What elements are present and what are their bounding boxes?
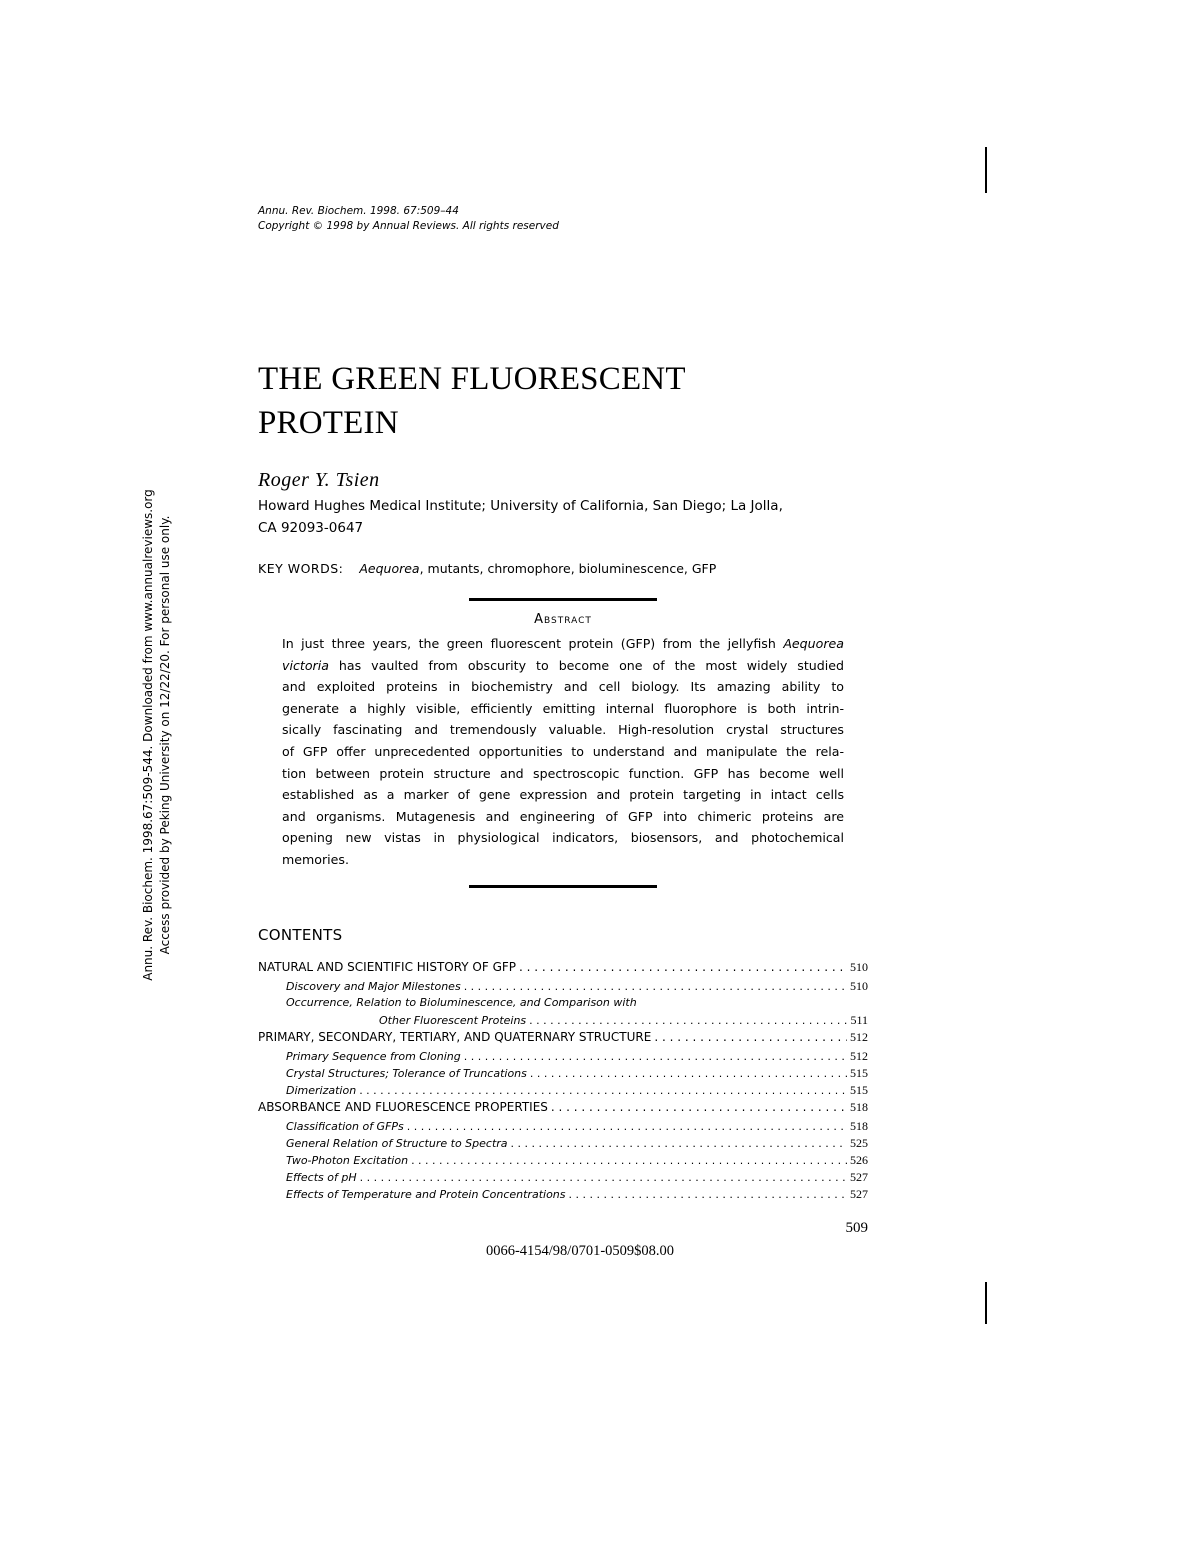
toc-entry-page: 515	[850, 1083, 868, 1097]
toc-entry-page: 527	[850, 1187, 868, 1201]
keywords	[258, 561, 716, 576]
toc-entry-label: Classification of GFPs	[286, 1120, 404, 1133]
article-title	[258, 357, 878, 445]
toc-entry-page: 526	[850, 1153, 868, 1167]
affiliation-line-1: Howard Hughes Medical Institute; University of California, San Diego; La Jolla,	[258, 498, 783, 514]
toc-entry-label: Effects of Temperature and Protein Concentrations	[286, 1188, 566, 1201]
author-affiliation	[258, 495, 878, 539]
abstract-line: opening new vistas in physiological indicators, biosensors, and photochemical	[282, 830, 844, 846]
toc-entry-page: 527	[850, 1170, 868, 1184]
download-note-line-2: Access provided by Peking University on 12/22/20. For personal use only.	[158, 515, 172, 955]
toc-leader-dots	[464, 1050, 847, 1063]
toc-entry-page: 510	[850, 960, 868, 974]
abstract-line	[282, 633, 844, 655]
toc-entry-label: Discovery and Major Milestones	[286, 980, 461, 993]
toc-entry-page: 518	[850, 1100, 868, 1114]
toc-entry-page: 511	[850, 1013, 868, 1027]
toc-entry[interactable]	[258, 960, 868, 979]
affiliation-line-2: CA 92093-0647	[258, 520, 364, 536]
crop-mark-top	[985, 147, 987, 193]
article-title-line-2: PROTEIN	[258, 405, 399, 441]
toc-entry[interactable]	[258, 1187, 868, 1204]
toc-leader-dots	[511, 1137, 847, 1150]
keywords-label: KEY WORDS:	[258, 561, 344, 576]
toc-entry-label: Two-Photon Excitation	[286, 1154, 409, 1167]
issn-price-code: 0066-4154/98/0701-0509$08.00	[485, 1243, 675, 1259]
toc-leader-dots	[360, 1171, 847, 1184]
journal-copyright: Copyright © 1998 by Annual Reviews. All rights reserved	[258, 220, 559, 232]
abstract-line	[282, 655, 844, 677]
toc-entry-page: 512	[850, 1030, 868, 1044]
toc-entry-page: 515	[850, 1066, 868, 1080]
toc-entry-label: Other Fluorescent Proteins	[379, 1014, 527, 1027]
abstract-line: and organisms. Mutagenesis and engineering of GFP into chimeric proteins are	[282, 808, 844, 824]
toc-leader-dots	[654, 1030, 847, 1044]
toc-leader-dots	[411, 1154, 847, 1167]
abstract-bottom-rule	[469, 885, 657, 888]
toc-entry-label: Occurrence, Relation to Bioluminescence, and Comparison with	[286, 996, 637, 1009]
toc-entry[interactable]	[258, 1153, 868, 1170]
toc-entry-page: 525	[850, 1136, 868, 1150]
toc-entry[interactable]	[258, 979, 868, 996]
toc-entry[interactable]	[258, 1170, 868, 1187]
toc-leader-dots	[551, 1100, 847, 1114]
table-of-contents	[258, 960, 868, 1204]
abstract-text: In just three years, the green fluorescent protein (GFP) from the jellyfish	[282, 636, 784, 651]
toc-leader-dots	[359, 1084, 847, 1097]
abstract-text: has vaulted from obscurity to become one of the most widely studied	[328, 657, 844, 673]
toc-entry-label: Effects of pH	[286, 1171, 357, 1184]
toc-entry[interactable]	[258, 1100, 868, 1119]
toc-entry[interactable]	[258, 1013, 868, 1030]
abstract-line: and exploited proteins in biochemistry and cell biology. Its amazing ability to	[282, 679, 844, 695]
page-number: 509	[845, 1220, 868, 1236]
journal-header	[258, 204, 559, 234]
abstract-top-rule	[469, 598, 657, 601]
toc-entry[interactable]	[258, 1119, 868, 1136]
toc-entry-page: 512	[850, 1049, 868, 1063]
crop-mark-bottom	[985, 1282, 987, 1324]
toc-entry-label: ABSORBANCE AND FLUORESCENCE PROPERTIES	[258, 1100, 548, 1114]
toc-entry-label: General Relation of Structure to Spectra	[286, 1137, 508, 1150]
toc-entry-label: Primary Sequence from Cloning	[286, 1050, 461, 1063]
contents-heading: CONTENTS	[258, 926, 343, 944]
abstract-line: of GFP offer unprecedented opportunities to understand and manipulate the rela-	[282, 743, 844, 759]
toc-entry-label: Crystal Structures; Tolerance of Truncations	[286, 1067, 527, 1080]
toc-leader-dots	[407, 1120, 847, 1133]
abstract-line: established as a marker of gene expression and protein targeting in intact cells	[282, 787, 844, 803]
abstract-heading: Abstract	[534, 612, 592, 627]
toc-entry[interactable]	[258, 1066, 868, 1083]
toc-entry[interactable]	[258, 1030, 868, 1049]
download-access-note	[140, 470, 174, 1000]
toc-leader-dots	[529, 1014, 847, 1027]
toc-leader-dots	[464, 980, 847, 993]
toc-entry[interactable]	[258, 996, 868, 1013]
abstract-body	[282, 633, 844, 871]
download-note-line-1: Annu. Rev. Biochem. 1998.67:509-544. Downloaded from www.annualreviews.org	[141, 489, 155, 981]
abstract-italic-species: victoria	[282, 657, 329, 673]
abstract-line: tion between protein structure and spectroscopic function. GFP has become well	[282, 765, 844, 781]
abstract-line: memories.	[282, 851, 349, 867]
toc-entry-page: 518	[850, 1119, 868, 1133]
toc-leader-dots	[569, 1188, 847, 1201]
abstract-italic-genus: Aequorea	[783, 636, 844, 651]
keywords-list: , mutants, chromophore, bioluminescence, GFP	[419, 561, 717, 576]
toc-leader-dots	[530, 1067, 847, 1080]
abstract-line: sically fascinating and tremendously valuable. High-resolution crystal structures	[282, 722, 844, 738]
toc-entry-label: PRIMARY, SECONDARY, TERTIARY, AND QUATERNARY STRUCTURE	[258, 1030, 652, 1044]
toc-entry[interactable]	[258, 1049, 868, 1066]
toc-entry[interactable]	[258, 1083, 868, 1100]
toc-entry[interactable]	[258, 1136, 868, 1153]
toc-leader-dots	[519, 960, 847, 974]
abstract-line: generate a highly visible, efficiently emitting internal fluorophore is both intrin-	[282, 700, 844, 716]
toc-entry-page: 510	[850, 979, 868, 993]
author-name: Roger Y. Tsien	[258, 469, 380, 491]
toc-entry-label: NATURAL AND SCIENTIFIC HISTORY OF GFP	[258, 960, 517, 974]
journal-citation: Annu. Rev. Biochem. 1998. 67:509–44	[258, 205, 459, 217]
keyword-aequorea: Aequorea	[359, 561, 420, 576]
article-title-line-1: THE GREEN FLUORESCENT	[258, 361, 686, 397]
toc-entry-label: Dimerization	[286, 1084, 357, 1097]
